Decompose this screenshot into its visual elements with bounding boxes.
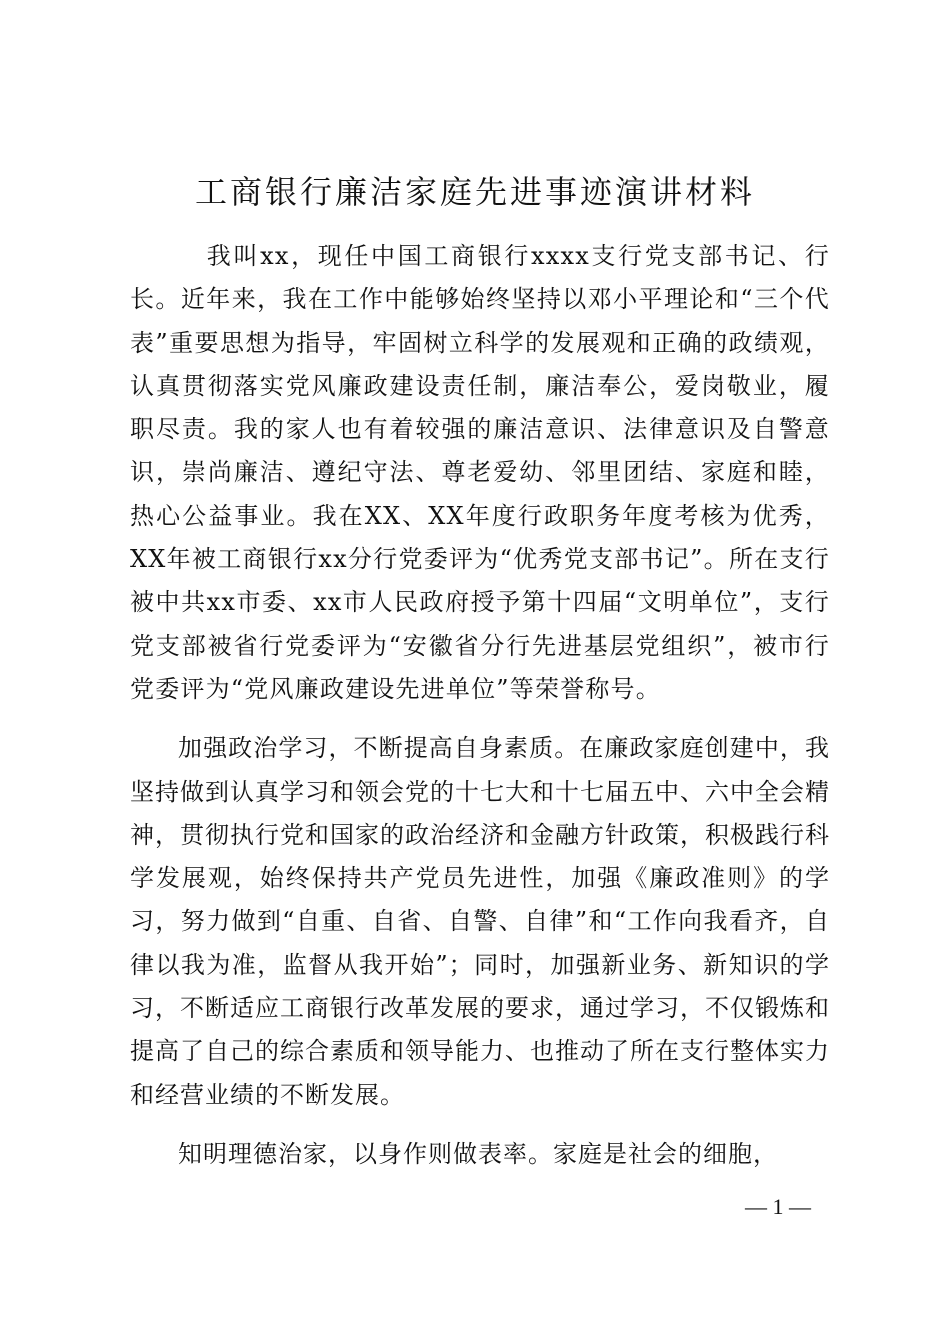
paragraph-introduction: 我叫xx，现任中国工商银行xxxx支行党支部书记、行长。近年来，我在工作中能够始终坚持以邓小平理论和“三个代表”重要思想为指导，牢固树立科学的发展观和正确的政绩观，认真贯彻落实党风廉政建设责任制，廉洁奉公，爱岗敬业，履职尽责。我的家人也有着较强的廉洁意识、法律意识及自警意识，崇尚廉洁、遵纪守法、尊老爱幼、邻里团结、家庭和睦，热心公益事业。我在XX、XX年度行政职务年度考核为优秀，XX年被工商银行xx分行党委评为“优秀党支部书记”。所在支行被中共xx市委、xx市人民政府授予第十四届“文明单位”，支行党支部被省行党委评为“安徽省分行先进基层党组织”，被市行党委评为“党风廉政建设先进单位”等荣誉称号。 <box>130 242 830 703</box>
paragraph-political-study: 加强政治学习，不断提高自身素质。在廉政家庭创建中，我坚持做到认真学习和领会党的十七大和十七届五中、六中全会精神，贯彻执行党和国家的政治经济和金融方针政策，积极践行科学发展观，始终保持共产党员先进性，加强《廉政准则》的学习，努力做到“自重、自省、自警、自律”和“工作向我看齐，自律以我为准，监督从我开始”；同时，加强新业务、新知识的学习，不断适应工商银行改革发展的要求，通过学习，不仅锻炼和提高了自己的综合素质和领导能力、也推动了所在支行整体实力和经营业绩的不断发展。 <box>130 734 830 1109</box>
paragraph-family-governance: 知明理德治家，以身作则做表率。家庭是社会的细胞， <box>178 1139 778 1168</box>
document-body <box>130 235 830 1176</box>
page-number: — 1 — <box>745 1194 811 1219</box>
document-title: 工商银行廉洁家庭先进事迹演讲材料 <box>194 173 755 211</box>
